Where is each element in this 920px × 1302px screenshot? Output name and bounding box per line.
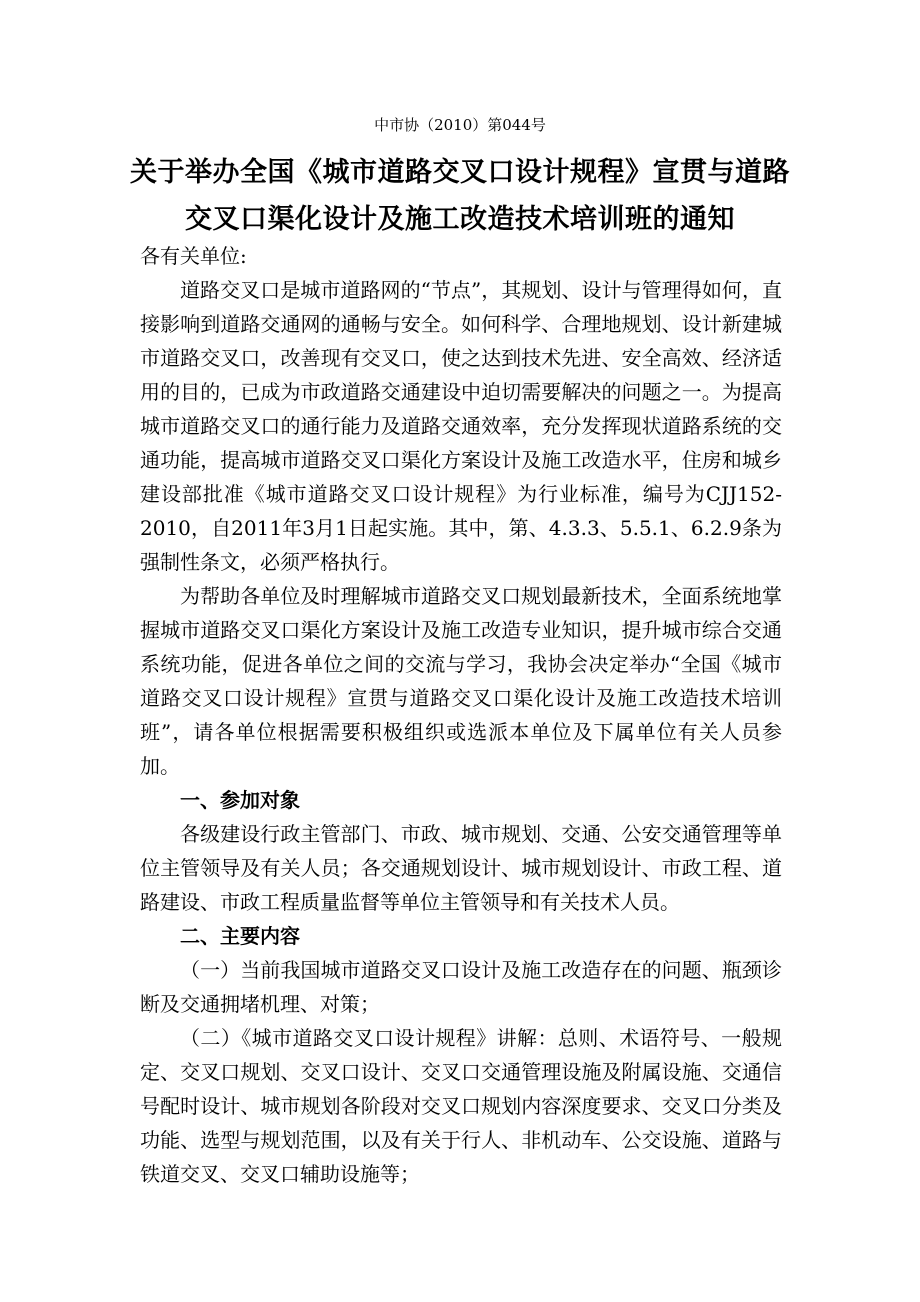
document-number: 中市协（2010）第044号	[374, 116, 546, 134]
paragraph-purpose: 为帮助各单位及时理解城市道路交叉口规划最新技术，全面系统地掌握城市道路交叉口渠化方案设计及施工改造专业知识，提升城市综合交通系统功能，促进各单位之间的交流与学习，我协会决定举办“全国《城市道路交叉口设计规程》宣贯与道路交叉口渠化设计及施工改造技术培训班”，请各单位根据需要积极组织或选派本单位及下属单位有关人员参加。	[140, 584, 782, 778]
section-heading-content: 二、主要内容	[180, 924, 300, 948]
content-item-1: （一）当前我国城市道路交叉口设计及施工改造存在的问题、瓶颈诊断及交通拥堵机理、对策；	[140, 958, 782, 1016]
content-item-2: （二）《城市道路交叉口设计规程》讲解：总则、术语符号、一般规定、交叉口规划、交叉口设计、交叉口交通管理设施及附属设施、交通信号配时设计、城市规划各阶段对交叉口规划内容深度要求、交叉口分类及功能、选型与规划范围，以及有关于行人、非机动车、公交设施、道路与铁道交叉、交叉口辅助设施等；	[140, 1026, 782, 1186]
document-body	[140, 239, 782, 1191]
paragraph-intro: 道路交叉口是城市道路网的“节点”，其规划、设计与管理得如何，直接影响到道路交通网的通畅与安全。如何科学、合理地规划、设计新建城市道路交叉口，改善现有交叉口，使之达到技术先进、安全高效、经济适用的目的，已成为市政道路交通建设中迫切需要解决的问题之一。为提高城市道路交叉口的通行能力及道路交通效率，充分发挥现状道路系统的交通功能，提高城市道路交叉口渠化方案设计及施工改造水平，住房和城乡建设部批准《城市道路交叉口设计规程》为行业标准，编号为CJJ152-2010，自2011年3月1日起实施。其中，第、4.3.3、5.5.1、6.2.9条为强制性条文，必须严格执行。	[140, 278, 782, 574]
document-title-line-2: 交叉口渠化设计及施工改造技术培训班的通知	[185, 204, 735, 235]
section-heading-audience: 一、参加对象	[180, 788, 300, 812]
paragraph-audience: 各级建设行政主管部门、市政、城市规划、交通、公安交通管理等单位主管领导及有关人员；各交通规划设计、城市规划设计、市政工程、道路建设、市政工程质量监督等单位主管领导和有关技术人员。	[140, 822, 782, 914]
document-title-line-1: 关于举办全国《城市道路交叉口设计规程》宣贯与道路	[130, 157, 790, 188]
salutation: 各有关单位:	[140, 244, 247, 268]
